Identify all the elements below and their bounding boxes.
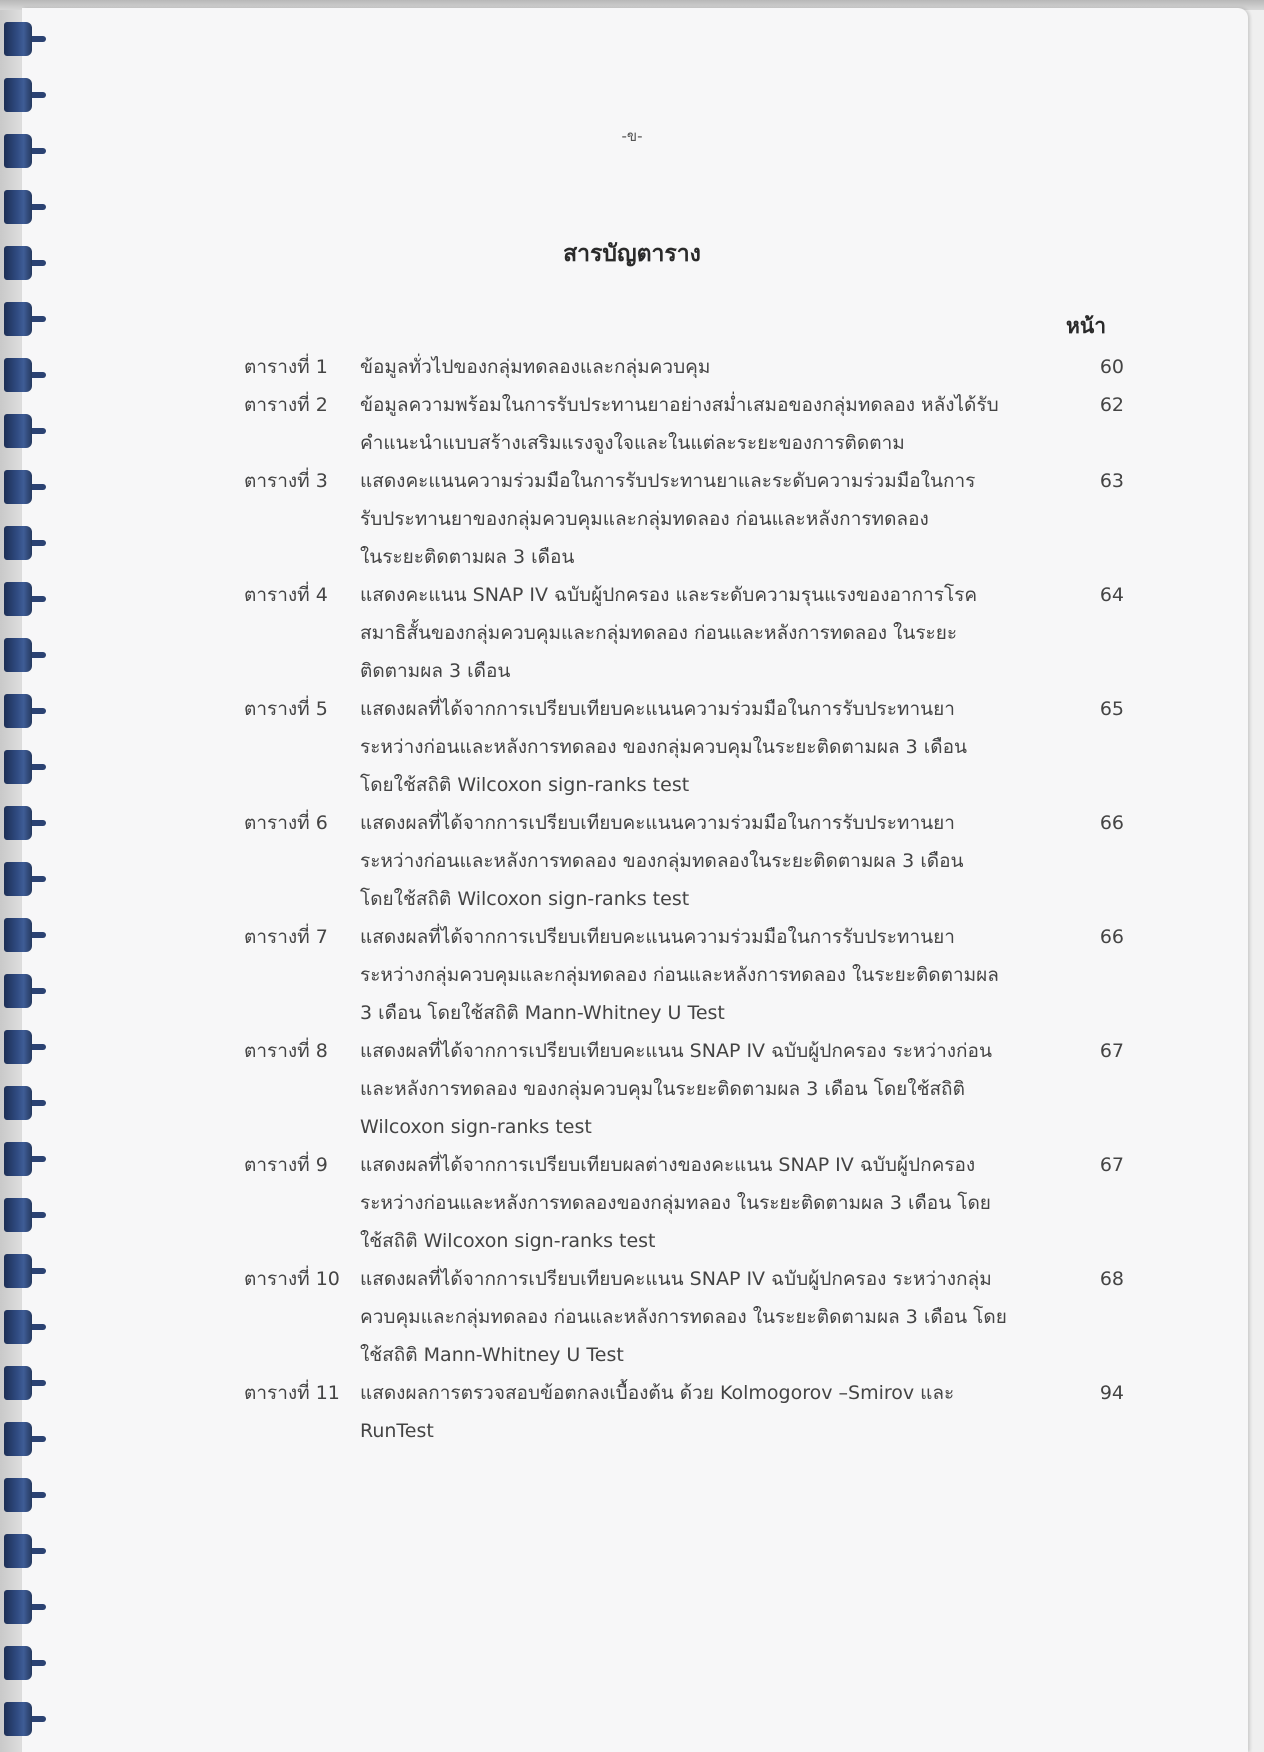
toc-entry-description-line: ระหว่างก่อนและหลังการทดลอง ของกลุ่มควบคุมในระยะติดตามผล 3 เดือน [360,736,968,758]
toc-entry-page: 63 [1099,470,1124,492]
toc-entry-description-line: ระหว่างกลุ่มควบคุมและกลุ่มทดลอง ก่อนและหลังการทดลอง ในระยะติดตามผล [360,964,999,986]
binding-ring [4,414,32,448]
binding-ring [4,1702,32,1736]
toc-entry-label: ตารางที่ 2 [244,394,328,416]
toc-entry-label: ตารางที่ 8 [244,1040,328,1062]
toc-entry-description-line: แสดงผลที่ได้จากการเปรียบเทียบคะแนนความร่วมมือในการรับประทานยา [360,698,955,720]
binding-ring [4,974,32,1008]
toc-entry-description-line: สมาธิสั้นของกลุ่มควบคุมและกลุ่มทดลอง ก่อนและหลังการทดลอง ในระยะ [360,622,958,644]
toc-entry-page: 67 [1099,1040,1124,1062]
toc-entry-description-line: โดยใช้สถิติ Wilcoxon sign-ranks test [360,888,690,910]
binding-ring [4,1254,32,1288]
binding-ring [4,1590,32,1624]
toc-entry-description-line: Wilcoxon sign-ranks test [360,1116,592,1138]
binding-ring [4,918,32,952]
toc-entry-description-line: โดยใช้สถิติ Wilcoxon sign-ranks test [360,774,690,796]
binding-ring [4,1534,32,1568]
toc-entry-description [360,1146,1052,1260]
toc-entry [244,918,1124,1032]
toc-entry [244,1146,1124,1260]
toc-entry-page: 94 [1099,1382,1124,1404]
toc-entry-description [360,576,1052,690]
toc-entry-description-line: แสดงผลที่ได้จากการเปรียบเทียบคะแนน SNAP IV ฉบับผู้ปกครอง ระหว่างก่อน [360,1040,992,1062]
toc-entry [244,804,1124,918]
toc-entry-page: 64 [1099,584,1124,606]
toc-entry-label: ตารางที่ 6 [244,812,328,834]
binding-ring [4,1478,32,1512]
toc-entry-description [360,918,1052,1032]
toc-entry-description-line: ใช้สถิติ Wilcoxon sign-ranks test [360,1230,656,1252]
toc-entry [244,1374,1124,1450]
toc-entry-page: 60 [1099,356,1124,378]
binding-ring [4,1086,32,1120]
toc-entry-description-line: แสดงคะแนนความร่วมมือในการรับประทานยาและระดับความร่วมมือในการ [360,470,976,492]
toc-entry-label: ตารางที่ 10 [244,1268,340,1290]
toc-entry-description [360,1374,1052,1450]
table-of-tables [244,348,1124,1450]
binding-ring [4,190,32,224]
toc-entry-description-line: ควบคุมและกลุ่มทดลอง ก่อนและหลังการทดลอง ในระยะติดตามผล 3 เดือน โดย [360,1306,1007,1328]
toc-entry-description-line: RunTest [360,1420,434,1442]
toc-entry-description-line: แสดงผลที่ได้จากการเปรียบเทียบคะแนนความร่วมมือในการรับประทานยา [360,926,955,948]
binding-ring [4,470,32,504]
toc-entry-page: 66 [1099,926,1124,948]
toc-entry-description-line: คำแนะนำแบบสร้างเสริมแรงจูงใจและในแต่ละระยะของการติดตาม [360,432,905,454]
toc-entry-page: 66 [1099,812,1124,834]
toc-entry-description-line: ข้อมูลความพร้อมในการรับประทานยาอย่างสม่ำเสมอของกลุ่มทดลอง หลังได้รับ [360,394,999,416]
binding-ring [4,1310,32,1344]
toc-entry-description-line: ระหว่างก่อนและหลังการทดลอง ของกลุ่มทดลองในระยะติดตามผล 3 เดือน [360,850,964,872]
binding-ring [4,1366,32,1400]
toc-entry-description-line: ข้อมูลทั่วไปของกลุ่มทดลองและกลุ่มควบคุม [360,356,711,378]
binding-ring [4,302,32,336]
toc-entry-description-line: แสดงผลที่ได้จากการเปรียบเทียบผลต่างของคะแนน SNAP IV ฉบับผู้ปกครอง [360,1154,976,1176]
toc-entry-description-line: แสดงผลที่ได้จากการเปรียบเทียบคะแนน SNAP IV ฉบับผู้ปกครอง ระหว่างกลุ่ม [360,1268,992,1290]
toc-entry-page: 65 [1099,698,1124,720]
binding-ring [4,78,32,112]
toc-entry-description [360,462,1052,576]
toc-entry-label: ตารางที่ 11 [244,1382,340,1404]
toc-entry-label: ตารางที่ 1 [244,356,328,378]
toc-entry-description-line: ระหว่างก่อนและหลังการทดลองของกลุ่มทลอง ในระยะติดตามผล 3 เดือน โดย [360,1192,991,1214]
toc-entry-label: ตารางที่ 3 [244,470,328,492]
binding-ring [4,750,32,784]
toc-entry-description [360,690,1052,804]
page-number: -ข- [621,127,643,145]
toc-entry-description [360,804,1052,918]
toc-entry-page: 68 [1099,1268,1124,1290]
binding-ring [4,1030,32,1064]
binding-ring [4,862,32,896]
toc-entry-description-line: แสดงคะแนน SNAP IV ฉบับผู้ปกครอง และระดับความรุนแรงของอาการโรค [360,584,978,606]
binding-ring [4,638,32,672]
toc-entry-description [360,348,1052,386]
binding-ring [4,1646,32,1680]
binding-ring [4,582,32,616]
toc-entry [244,576,1124,690]
toc-entry-page: 67 [1099,1154,1124,1176]
toc-entry-description-line: ในระยะติดตามผล 3 เดือน [360,546,575,568]
binding-ring [4,358,32,392]
toc-entry-description [360,1260,1052,1374]
toc-entry-label: ตารางที่ 7 [244,926,328,948]
toc-entry-label: ตารางที่ 9 [244,1154,328,1176]
page-title: สารบัญตาราง [563,241,701,267]
toc-entry-label: ตารางที่ 5 [244,698,328,720]
toc-entry-description [360,1032,1052,1146]
binding-ring [4,806,32,840]
toc-entry-description-line: แสดงผลที่ได้จากการเปรียบเทียบคะแนนความร่วมมือในการรับประทานยา [360,812,955,834]
toc-entry-description-line: ติดตามผล 3 เดือน [360,660,511,682]
binding-ring [4,694,32,728]
toc-entry-description-line: แสดงผลการตรวจสอบข้อตกลงเบื้องต้น ด้วย Kolmogorov –Smirov และ [360,1382,955,1404]
toc-entry [244,462,1124,576]
binding-ring [4,22,32,56]
binding-ring [4,526,32,560]
toc-entry-description-line: 3 เดือน โดยใช้สถิติ Mann-Whitney U Test [360,1002,725,1024]
page-column-header: หน้า [1066,314,1106,338]
toc-entry-page: 62 [1099,394,1124,416]
binding-ring [4,1198,32,1232]
toc-entry-label: ตารางที่ 4 [244,584,328,606]
toc-entry-description [360,386,1052,462]
toc-entry-description-line: ใช้สถิติ Mann-Whitney U Test [360,1344,624,1366]
binding-ring [4,1142,32,1176]
toc-entry [244,386,1124,462]
toc-entry-description-line: และหลังการทดลอง ของกลุ่มควบคุมในระยะติดตามผล 3 เดือน โดยใช้สถิติ [360,1078,965,1100]
toc-entry [244,1032,1124,1146]
toc-entry-description-line: รับประทานยาของกลุ่มควบคุมและกลุ่มทดลอง ก่อนและหลังการทดลอง [360,508,929,530]
toc-entry [244,1260,1124,1374]
toc-entry [244,690,1124,804]
toc-entry [244,348,1124,386]
binding-ring [4,1422,32,1456]
